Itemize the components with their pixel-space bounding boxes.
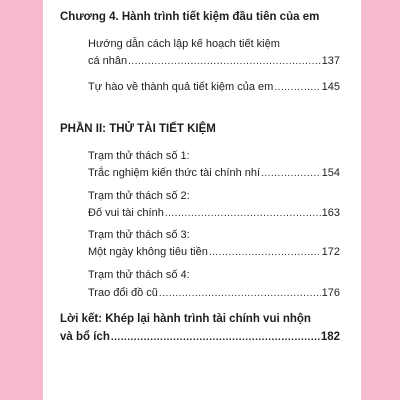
toc-entry-label: Đố vui tài chính [88,207,164,219]
toc-entry-savings-plan [88,55,340,67]
chapter-4-title: Chương 4. Hành trình tiết kiệm đầu tiên của em [60,11,320,23]
page-number: 182 [320,331,340,343]
toc-entry-label: Trắc nghiệm kiến thức tài chính nhí [88,167,261,179]
leader-dots [128,56,320,67]
toc-entry-station-4-line1: Trạm thử thách số 4: [88,269,190,281]
epilogue-title: Lời kết: Khép lại hành trình tài chính vui nhộn [60,313,311,325]
toc-entry-label: Một ngày không tiêu tiền [88,246,208,258]
toc-entry-station-1-line1: Trạm thử thách số 1: [88,150,190,162]
page-number: 145 [321,81,340,93]
toc-entry-station-2 [88,207,340,219]
toc-entry-epilogue [60,331,340,343]
page-number: 154 [321,167,340,179]
part-2-title: PHẦN II: THỬ TÀI TIẾT KIỆM [60,123,216,135]
page-number: 163 [321,207,340,219]
toc-entry-label: cá nhân [88,55,128,67]
leader-dots [165,208,321,219]
leader-dots [209,247,321,258]
page-number: 137 [321,55,340,67]
toc-entry-savings-plan-line1: Hướng dẫn cách lập kế hoạch tiết kiệm [88,38,280,50]
leader-dots [159,288,321,299]
leader-dots [274,82,320,93]
toc-entry-station-4 [88,287,340,299]
toc-entry-station-3-line1: Trạm thử thách số 3: [88,229,190,241]
toc-entry-station-3 [88,246,340,258]
toc-entry-label: Tự hào về thành quả tiết kiệm của em [88,81,274,93]
toc-entry-station-1 [88,167,340,179]
page-number: 176 [321,287,340,299]
page-number: 172 [321,246,340,258]
toc-entry-station-2-line1: Trạm thử thách số 2: [88,190,190,202]
toc-entry-savings-pride [88,81,340,93]
toc-entry-label: Trao đổi đồ cũ [88,287,158,299]
toc-entry-label: và bổ ích [60,331,110,343]
leader-dots [111,332,320,343]
leader-dots [261,168,321,179]
